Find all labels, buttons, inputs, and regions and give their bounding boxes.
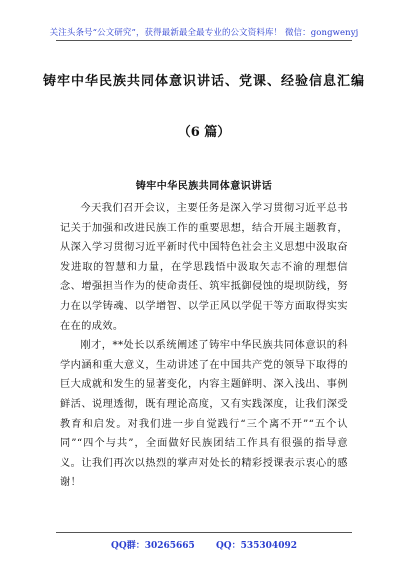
header-divider	[56, 40, 352, 41]
header-banner[interactable]: 关注头条号“公文研究”，获得最新最全最专业的公文资料库！ 微信：gongwenyj	[49, 28, 359, 38]
paragraph: 今天我们召开会议，主要任务是深入学习贯彻习近平总书记关于加强和改进民族工作的重要思想，结合开展主题教育，从深入学习贯彻习近平新时代中国特色社会主义思想中汲取奋发进取的智慧和力量，在学思践悟中汲取矢志不渝的理想信念、增强担当作为的使命责任、筑牢抵御侵蚀的堤坝防线，努力在以学铸魂、以学增智、以学正风以学促干等方面取得实实在在的成效。	[60, 203, 348, 332]
body-text	[60, 199, 348, 493]
document-title: 铸牢中华民族共同体意识讲话、党课、经验信息汇编	[42, 74, 365, 89]
paragraph: 刚才，**处长以系统阐述了铸牢中华民族共同体意识的科学内涵和重大意义，生动讲述了在中国共产党的领导下取得的巨大成就和发生的显著变化，内容主题鲜明、深入浅出、事例鲜活、说理透彻，既有理论高度，又有实践深度，让我们深受教育和启发。对我们进一步自觉践行“三个离不开”“五个认同”“四个与共”，全面做好民族团结工作具有很强的指导意义。让我们再次以热烈的掌声对处长的精彩授课表示衷心的感谢！	[60, 340, 348, 489]
qq-group-number[interactable]: QQ群：30265665	[111, 541, 195, 551]
document-count: （6 篇）	[177, 125, 231, 140]
footer-contacts	[0, 538, 408, 551]
footer-divider	[56, 532, 352, 533]
qq-number[interactable]: QQ：535304092	[215, 541, 297, 551]
section-title: 铸牢中华民族共同体意识讲话	[135, 181, 273, 192]
